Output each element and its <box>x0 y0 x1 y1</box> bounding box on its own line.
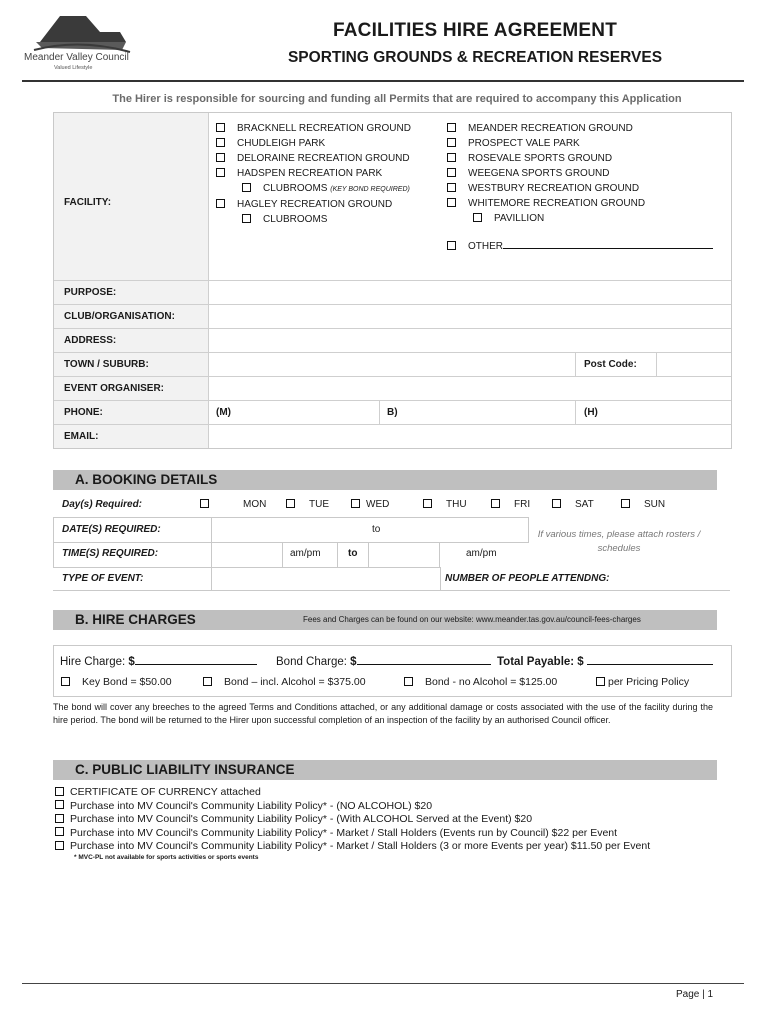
various-times-note: If various times, please attach rosters / schedules <box>537 529 701 554</box>
dates-label: DATE(S) REQUIRED: <box>62 524 161 535</box>
day-label: SUN <box>644 499 666 510</box>
hire-section-title: B. HIRE CHARGES <box>75 612 196 627</box>
checkbox[interactable] <box>621 499 630 508</box>
row-divider <box>54 400 731 401</box>
day-mon[interactable] <box>200 499 266 510</box>
facility-option[interactable] <box>447 196 713 211</box>
checkbox[interactable] <box>55 827 64 836</box>
checkbox[interactable] <box>242 214 251 223</box>
checkbox[interactable] <box>447 183 456 192</box>
footer-divider <box>22 983 744 984</box>
checkbox[interactable] <box>55 787 64 796</box>
dates-to: to <box>372 524 381 535</box>
bond-option-no-alcohol[interactable] <box>404 676 557 688</box>
page-subtitle: SPORTING GROUNDS & RECREATION RESERVES <box>287 49 663 66</box>
day-label: MON <box>243 499 267 510</box>
town-field[interactable] <box>209 353 575 375</box>
insurance-option[interactable] <box>55 813 735 827</box>
checkbox[interactable] <box>351 499 360 508</box>
facility-options-right <box>447 121 713 254</box>
facility-option-label: WHITEMORE RECREATION GROUND <box>468 198 646 209</box>
insurance-option[interactable] <box>55 800 735 814</box>
event-type-field[interactable] <box>211 567 441 591</box>
facility-option-label: CLUBROOMS <box>263 183 328 194</box>
bond-description: The bond will cover any breeches to the agreed Terms and Conditions attached, or any additional damage or costs associated with the use of the facility during the hire period. The bond will be returned to the Hirer upon successful completion of an inspection of the facility by an authorised Council officer. <box>53 702 713 725</box>
facility-option[interactable] <box>447 166 713 181</box>
total-payable-label: Total Payable: $ <box>497 656 584 668</box>
day-wed[interactable] <box>351 499 389 510</box>
email-label: EMAIL: <box>64 431 99 442</box>
total-payable <box>497 653 713 668</box>
facility-option-label: WESTBURY RECREATION GROUND <box>468 183 640 194</box>
facility-option-pavillion[interactable] <box>447 211 713 226</box>
permit-notice: The Hirer is responsible for sourcing and funding all Permits that are required to accompany this Application <box>112 93 682 105</box>
facility-option-label: CHUDLEIGH PARK <box>237 138 326 149</box>
facility-option[interactable] <box>216 121 411 136</box>
insurance-option[interactable] <box>55 786 735 800</box>
facility-option-label: ROSEVALE SPORTS GROUND <box>468 153 613 164</box>
insurance-options <box>55 786 735 854</box>
hire-charge-label: Hire Charge: <box>60 656 126 668</box>
organiser-label: EVENT ORGANISER: <box>64 383 165 394</box>
insurance-option-label: Purchase into MV Council's Community Liability Policy* - (NO ALCOHOL) $20 <box>70 799 433 812</box>
facility-option[interactable] <box>447 121 713 136</box>
bond-option-alcohol[interactable] <box>203 676 366 688</box>
bond-charge-currency: $ <box>350 656 357 668</box>
facility-option-other[interactable] <box>447 239 713 254</box>
purpose-label: PURPOSE: <box>64 287 117 298</box>
day-label: FRI <box>514 499 531 510</box>
day-label: WED <box>366 499 390 510</box>
hire-section-header <box>53 610 717 630</box>
facility-option-label: MEANDER RECREATION GROUND <box>468 123 633 134</box>
checkbox[interactable] <box>552 499 561 508</box>
town-label: TOWN / SUBURB: <box>64 359 149 370</box>
checkbox[interactable] <box>447 123 456 132</box>
phone-mobile-label: (M) <box>216 407 231 418</box>
fees-note: Fees and Charges can be found on our website: www.meander.tas.gov.au/council-fees-charges <box>303 615 641 624</box>
checkbox[interactable] <box>216 153 225 162</box>
facility-option-label: PROSPECT VALE PARK <box>468 138 580 149</box>
facility-option-label: OTHER <box>468 241 503 252</box>
dates-field[interactable] <box>211 517 529 543</box>
address-field[interactable] <box>209 329 729 351</box>
facility-option-label: WEEGENA SPORTS GROUND <box>468 168 610 179</box>
checkbox[interactable] <box>447 198 456 207</box>
checkbox[interactable] <box>61 677 70 686</box>
hire-charge-currency: $ <box>128 656 135 668</box>
facility-option-clubrooms-hadspen[interactable] <box>216 181 411 197</box>
facility-option-label: PAVILLION <box>494 213 545 224</box>
day-fri[interactable] <box>491 499 530 510</box>
facility-option-label: HADSPEN RECREATION PARK <box>237 168 383 179</box>
facility-option[interactable] <box>447 181 713 196</box>
facility-option-clubrooms-hagley[interactable] <box>216 212 411 227</box>
day-label: TUE <box>309 499 329 510</box>
day-label: SAT <box>575 499 594 510</box>
postcode-field[interactable] <box>657 353 729 375</box>
checkbox[interactable] <box>55 800 64 809</box>
checkbox[interactable] <box>203 677 212 686</box>
day-sat[interactable] <box>552 499 594 510</box>
facility-option-label: CLUBROOMS <box>263 214 328 225</box>
bond-charge-label: Bond Charge: <box>276 656 347 668</box>
bond-option-label: per Pricing Policy <box>608 676 690 688</box>
checkbox[interactable] <box>216 138 225 147</box>
total-payable-input[interactable] <box>587 653 713 665</box>
facility-details-table <box>53 112 732 449</box>
insurance-option-label: CERTIFICATE OF CURRENCY attached <box>70 786 261 798</box>
page-number: Page | 1 <box>676 989 714 1000</box>
checkbox[interactable] <box>423 499 432 508</box>
insurance-footnote: * MVC-PL not available for sports activities or sports events <box>74 854 259 861</box>
day-label: THU <box>446 499 467 510</box>
address-label: ADDRESS: <box>64 335 117 346</box>
bond-charge <box>276 653 491 668</box>
checkbox[interactable] <box>286 499 295 508</box>
booking-section-header <box>53 470 717 490</box>
days-label: Day(s) Required: <box>62 499 143 510</box>
column-divider <box>575 352 576 376</box>
bond-charge-input[interactable] <box>357 653 491 665</box>
day-sun[interactable] <box>621 499 665 510</box>
time-start-ampm: am/pm <box>290 548 321 559</box>
checkbox[interactable] <box>447 241 456 250</box>
checkbox[interactable] <box>216 168 225 177</box>
insurance-option[interactable] <box>55 827 735 841</box>
bond-option-label: Bond – incl. Alcohol = $375.00 <box>224 676 366 688</box>
club-label: CLUB/ORGANISATION: <box>64 311 175 322</box>
header-divider <box>22 80 744 82</box>
insurance-section-header <box>53 760 717 780</box>
phone-business-label: B) <box>387 407 398 418</box>
club-field[interactable] <box>209 305 729 327</box>
facility-option[interactable] <box>447 136 713 151</box>
checkbox[interactable] <box>55 841 64 850</box>
facility-label: FACILITY: <box>64 197 112 208</box>
time-end-field[interactable] <box>368 542 440 568</box>
facility-option-label: BRACKNELL RECREATION GROUND <box>237 123 411 134</box>
insurance-option-label: Purchase into MV Council's Community Liability Policy* - Market / Stall Holders (Events run by Council) $22 per Event <box>70 826 618 839</box>
facility-option-label: HAGLEY RECREATION GROUND <box>237 199 393 210</box>
council-logo <box>22 12 140 74</box>
day-thu[interactable] <box>423 499 467 510</box>
checkbox[interactable] <box>596 677 605 686</box>
checkbox[interactable] <box>491 499 500 508</box>
phone-label: PHONE: <box>64 407 103 418</box>
insurance-section-title: C. PUBLIC LIABILITY INSURANCE <box>75 762 295 777</box>
key-bond-note: (KEY BOND REQUIRED) <box>330 186 410 193</box>
checkbox[interactable] <box>216 199 225 208</box>
time-to: to <box>348 548 358 559</box>
times-label: TIME(S) REQUIRED: <box>62 548 159 559</box>
time-end-ampm: am/pm <box>466 548 497 559</box>
bond-option-label: Bond - no Alcohol = $125.00 <box>425 676 558 688</box>
facility-option[interactable] <box>216 166 411 181</box>
facility-option-hagley[interactable] <box>216 197 411 212</box>
checkbox[interactable] <box>447 153 456 162</box>
facility-options-left <box>216 121 411 227</box>
hire-charge <box>60 653 257 668</box>
insurance-option[interactable] <box>55 840 735 854</box>
column-divider <box>575 400 576 424</box>
facility-option[interactable] <box>447 151 713 166</box>
checkbox[interactable] <box>200 499 209 508</box>
facility-option[interactable] <box>216 136 411 151</box>
page-title: FACILITIES HIRE AGREEMENT <box>332 20 618 41</box>
time-start-field[interactable] <box>211 542 283 568</box>
purpose-field[interactable] <box>209 281 729 303</box>
bond-option-pricing-policy[interactable] <box>596 676 689 688</box>
checkbox[interactable] <box>473 213 482 222</box>
logo-name: Meander Valley Council <box>24 52 129 63</box>
checkbox[interactable] <box>447 138 456 147</box>
checkbox[interactable] <box>447 168 456 177</box>
checkbox[interactable] <box>216 123 225 132</box>
insurance-option-label: Purchase into MV Council's Community Liability Policy* - Market / Stall Holders (3 or more Events per year) $11.50 per Event <box>70 840 651 852</box>
bond-option-label: Key Bond = $50.00 <box>82 676 172 688</box>
bond-option-key[interactable] <box>61 676 172 688</box>
hire-charges-box <box>53 645 732 697</box>
facility-option-label: DELORAINE RECREATION GROUND <box>237 153 410 164</box>
postcode-label: Post Code: <box>584 359 637 370</box>
logo-tagline: Valued Lifestyle <box>54 65 93 71</box>
column-divider <box>379 400 380 424</box>
day-tue[interactable] <box>286 499 329 510</box>
email-field[interactable] <box>209 425 729 447</box>
event-type-label: TYPE OF EVENT: <box>62 573 144 584</box>
other-input[interactable] <box>503 239 713 249</box>
hire-charge-input[interactable] <box>135 653 257 665</box>
insurance-option-label: Purchase into MV Council's Community Liability Policy* - (With ALCOHOL Served at the Event) $20 <box>70 813 533 825</box>
checkbox[interactable] <box>242 183 251 192</box>
people-label: NUMBER OF PEOPLE ATTENDNG: <box>445 573 610 584</box>
booking-section-title: A. BOOKING DETAILS <box>75 472 218 487</box>
facility-option[interactable] <box>216 151 411 166</box>
booking-details <box>53 493 730 591</box>
phone-home-label: (H) <box>584 407 598 418</box>
organiser-field[interactable] <box>209 377 729 399</box>
checkbox[interactable] <box>55 814 64 823</box>
checkbox[interactable] <box>404 677 413 686</box>
